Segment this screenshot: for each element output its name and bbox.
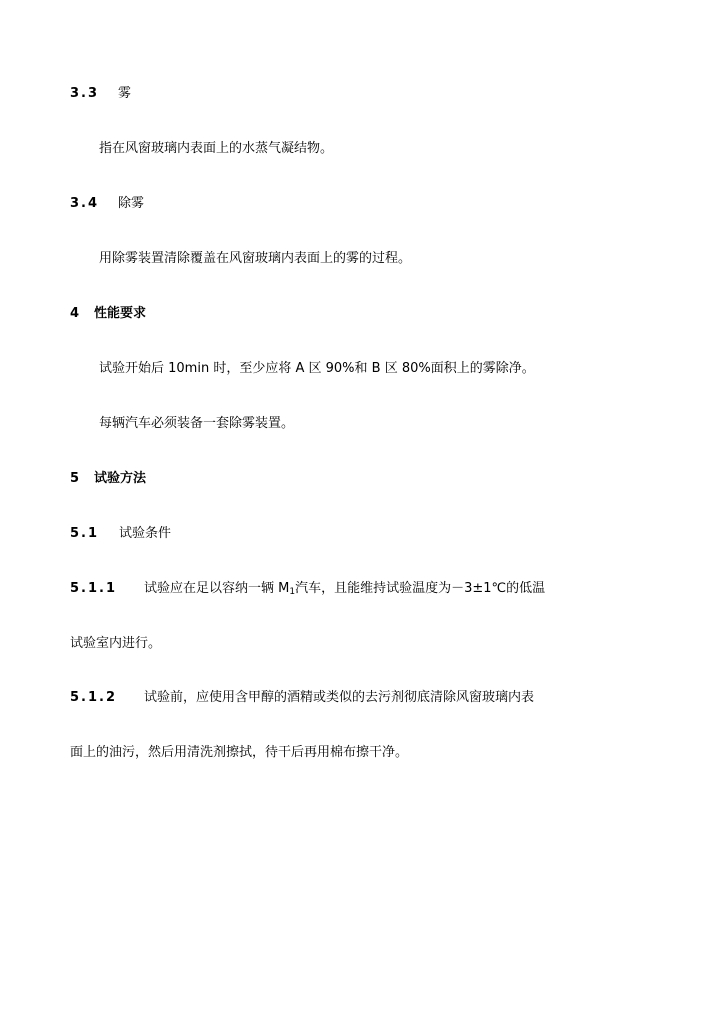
clause-5-1-2: [70, 690, 534, 706]
section-number: 3.3: [70, 86, 100, 101]
paragraph-fog-definition: 指在风窗玻璃内表面上的水蒸气凝结物。: [99, 141, 334, 156]
section-title: 试验条件: [119, 526, 172, 541]
section-number: 3.4: [70, 196, 100, 211]
clause-5-1-2-continuation: 面上的油污，然后用清洗剂擦拭，待干后再用棉布擦干净。: [70, 745, 409, 760]
section-number: 5.1: [70, 526, 100, 541]
paragraph-performance-1: 试验开始后 10min 时，至少应将 A 区 90%和 B 区 80%面积上的雾除净。: [99, 361, 535, 376]
section-heading-3-4: [70, 196, 144, 212]
clause-number: 5.1.2: [70, 690, 118, 705]
clause-number: 5.1.1: [70, 581, 118, 596]
section-title: 雾: [118, 86, 132, 101]
clause-subscript: 1: [289, 587, 296, 597]
clause-5-1-1: [70, 581, 545, 600]
section-title: 除雾: [118, 196, 145, 211]
clause-text-part-b: 汽车，且能维持试验温度为－3±1℃的低温: [295, 581, 546, 596]
section-heading-5-1: [70, 526, 171, 542]
paragraph-performance-2: 每辆汽车必须装备一套除雾装置。: [99, 416, 295, 431]
paragraph-defog-definition: 用除雾装置清除覆盖在风窗玻璃内表面上的雾的过程。: [99, 251, 412, 266]
section-title: 试验方法: [94, 471, 147, 486]
clause-5-1-1-continuation: 试验室内进行。: [70, 636, 162, 651]
section-title: 性能要求: [94, 306, 147, 321]
section-number: 5: [70, 471, 82, 486]
section-heading-3-3: [70, 86, 131, 102]
clause-text-part-a: 试验应在足以容纳一辆 M: [144, 581, 290, 596]
section-heading-4: [70, 306, 146, 322]
section-number: 4: [70, 306, 82, 321]
section-heading-5: [70, 471, 146, 487]
clause-text: 试验前，应使用含甲醇的酒精或类似的去污剂彻底清除风窗玻璃内表: [144, 690, 535, 705]
